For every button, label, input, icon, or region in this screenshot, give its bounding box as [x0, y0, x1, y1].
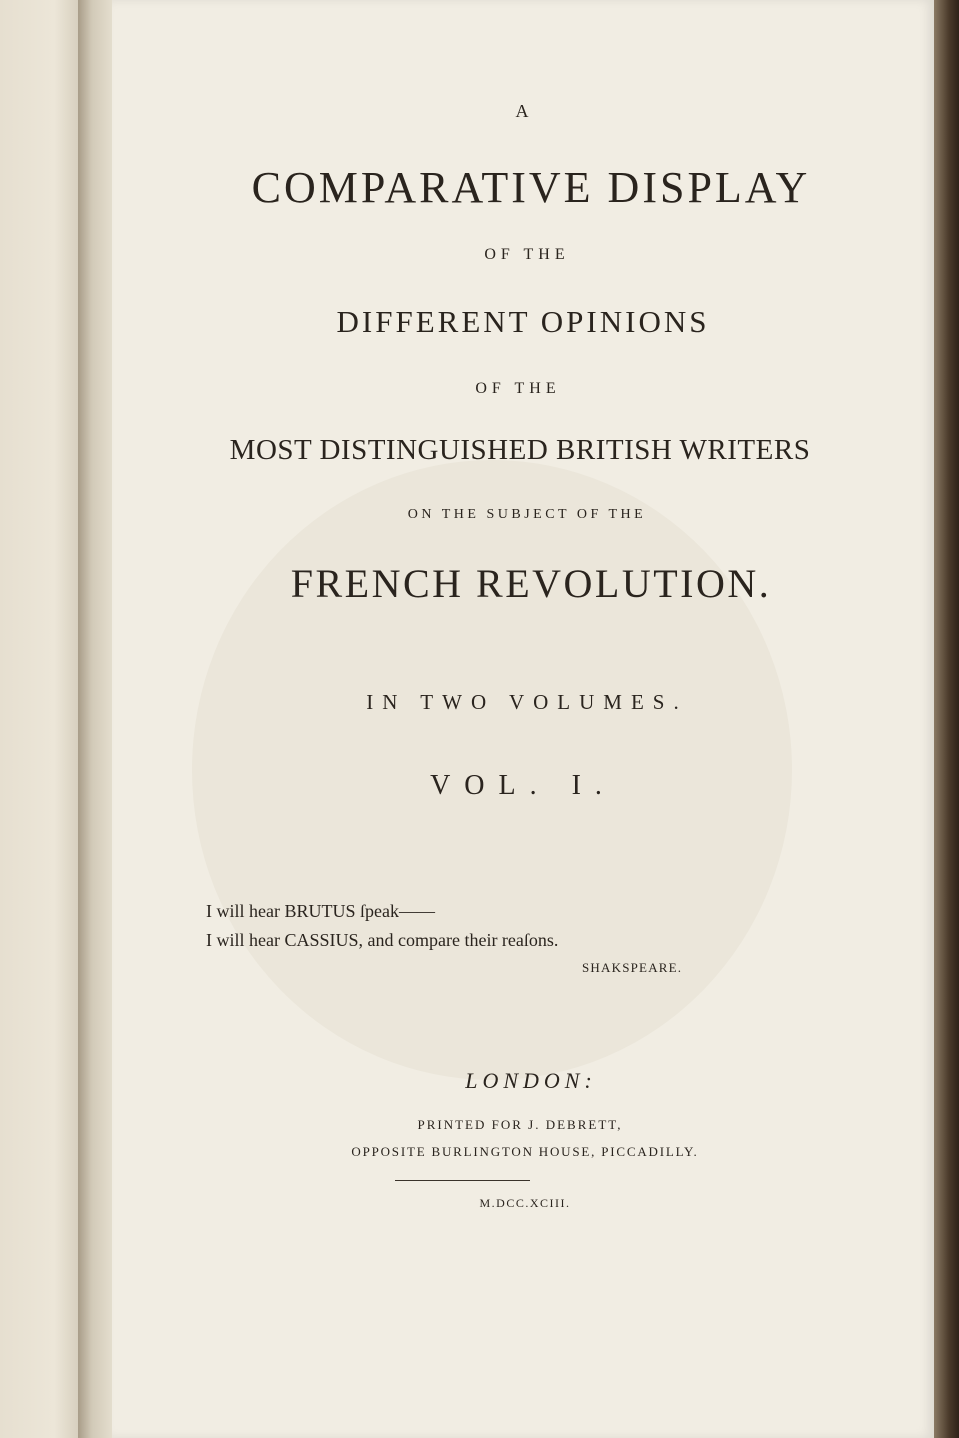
- epigraph-attribution: SHAKSPEARE.: [582, 960, 683, 975]
- imprint-printer: PRINTED FOR J. DEBRETT,: [417, 1117, 623, 1132]
- imprint-rule: [395, 1180, 530, 1181]
- epigraph-line-2: I will hear CASSIUS, and compare their reaſons.: [206, 930, 559, 950]
- title-line-2: DIFFERENT OPINIONS: [336, 304, 710, 339]
- epigraph-line-1: I will hear BRUTUS ſpeak——: [206, 901, 435, 921]
- imprint-date: M.DCC.XCIII.: [479, 1196, 571, 1210]
- title-page: [112, 0, 934, 1438]
- imprint-city: LONDON:: [465, 1068, 597, 1093]
- title-article: A: [515, 101, 531, 121]
- book-cover-edge: [934, 0, 959, 1438]
- imprint-address: OPPOSITE BURLINGTON HOUSE, PICCADILLY.: [351, 1144, 699, 1159]
- connector-text: OF THE: [484, 246, 570, 263]
- subject-connector: ON THE SUBJECT OF THE: [407, 507, 647, 522]
- subject-title: FRENCH REVOLUTION.: [290, 561, 772, 606]
- facing-page-edge: [0, 0, 78, 1438]
- title-line-3: MOST DISTINGUISHED BRITISH WRITERS: [229, 434, 811, 466]
- volume-number: VOL. I.: [430, 770, 616, 801]
- connector-text: OF THE: [475, 380, 561, 397]
- volumes-note: IN TWO VOLUMES.: [366, 690, 688, 714]
- main-title: COMPARATIVE DISPLAY: [251, 163, 811, 212]
